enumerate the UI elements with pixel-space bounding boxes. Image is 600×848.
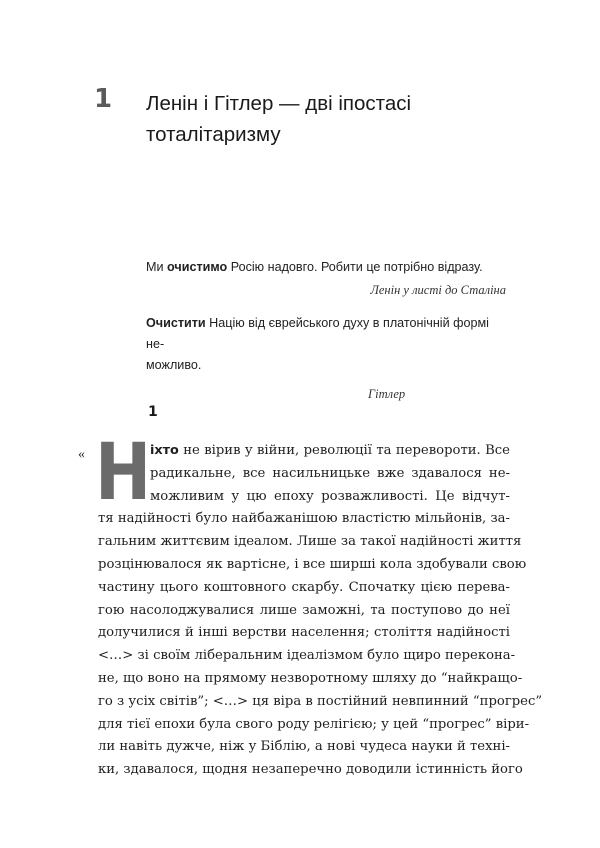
- body-line: розцінювалося як вартісне, і все ширші кола здобували свою: [98, 556, 527, 572]
- body-line: частину цього коштовного скарбу. Спочатку цією перева-: [98, 579, 510, 595]
- chapter-title-line-2: тоталітаризму: [146, 123, 281, 146]
- body-line: для тієї епохи була свого роду релігією; у цей “прогрес” віри-: [98, 716, 530, 732]
- body-line: тя надійності було найбажанішою властістю мільйонів, за-: [98, 511, 510, 527]
- body-line: радикальне, все насильницьке вже здавалося не-: [150, 465, 510, 481]
- epigraph-lenin: [146, 257, 506, 301]
- body-line: не, що воно на прямому незворотному шляху до “найкращо-: [98, 670, 523, 686]
- body-line: іхто не вірив у війни, революції та перевороти. Все: [150, 443, 510, 458]
- body-line: долучилися й інші верстви населення; століття надійності: [98, 625, 510, 641]
- epigraph-attribution: Гітлер: [368, 387, 406, 401]
- open-quote-mark: «: [78, 447, 85, 462]
- body-paragraph: [98, 440, 543, 782]
- body-line: гою насолоджувалися лише заможні, та поступово до неї: [98, 602, 510, 618]
- epigraph-text-line-2: можливо.: [146, 358, 202, 372]
- chapter-title-line-1: Ленін і Гітлер — дві іпостасі: [146, 92, 412, 115]
- lead-word: іхто: [150, 443, 179, 458]
- epigraph-attribution: Ленін у листі до Сталіна: [370, 283, 506, 297]
- body-line: го з усіх світів”; <…> ця віра в постійний невпинний “прогрес”: [98, 693, 543, 709]
- epigraph-emphasis: очистимо: [167, 260, 228, 274]
- body-line: ки, здавалося, щодня незаперечно доводили істинність його: [98, 762, 523, 778]
- body-line: можливим у цю епоху розважливості. Це відчут-: [150, 488, 510, 504]
- body-line: гальним життєвим ідеалом. Лише за такої надійності життя: [98, 534, 522, 550]
- section-number: 1: [148, 404, 158, 420]
- epigraph-text: Ми очистимо Росію надовго. Робити це потрібно відразу.: [146, 260, 483, 274]
- body-line: <…> зі своїм ліберальним ідеалізмом було щиро переконa-: [98, 648, 516, 664]
- chapter-title: [146, 88, 506, 150]
- chapter-number: 1: [94, 84, 113, 114]
- epigraph-hitler: [146, 313, 506, 405]
- epigraph-emphasis: Очистити: [146, 316, 206, 330]
- body-line: ли навіть дужче, ніж у Біблію, а нові чудеса науки й техні-: [98, 739, 510, 755]
- epigraph-text: Очистити Націю від єврейського духу в платонічній формі не-: [146, 316, 489, 351]
- drop-cap: Н: [95, 428, 152, 518]
